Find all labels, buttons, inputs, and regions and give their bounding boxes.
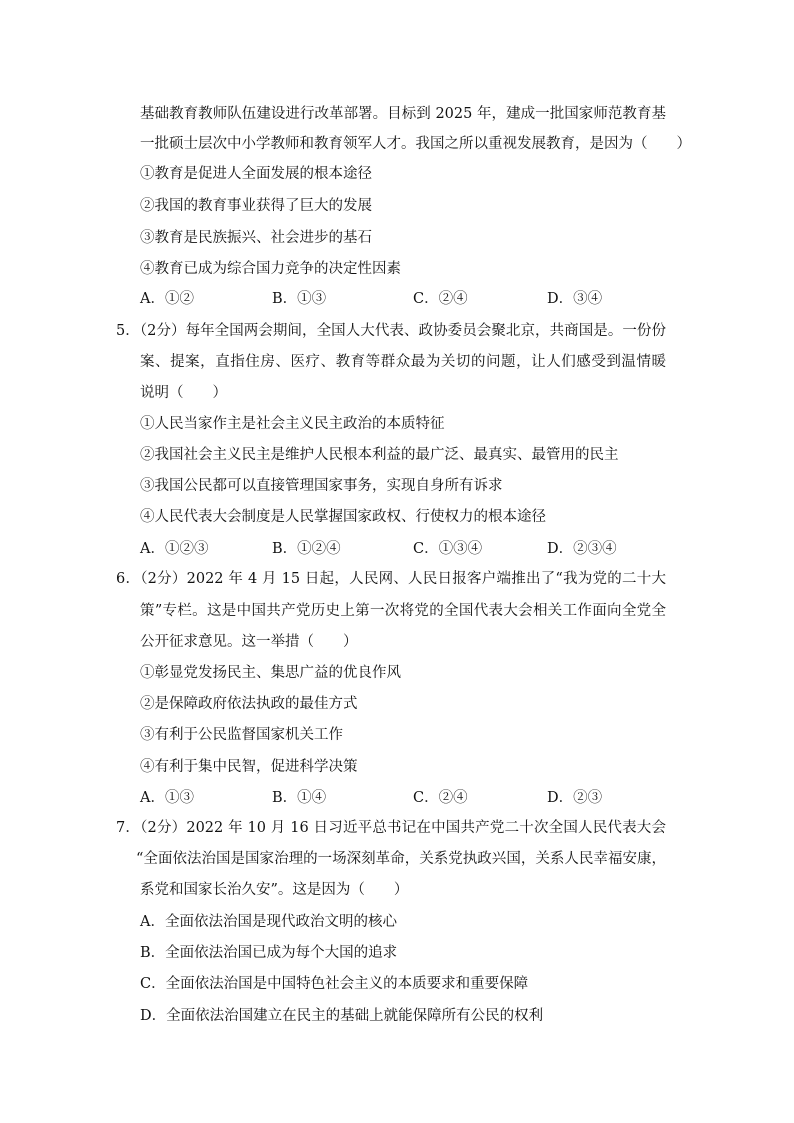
q7-choice-b[interactable]: B．全面依法治国已成为每个大国的追求 (140, 945, 398, 961)
q4-stem-line-1: 基础教育教师队伍建设进行改革部署。目标到 2025 年，建成一批国家师范教育基 (140, 106, 666, 122)
q5-option-2: ②我国社会主义民主是维护人民根本利益的最广泛、最真实、最管用的民主 (140, 447, 619, 463)
q4-option-3: ③教育是民族振兴、社会进步的基石 (140, 230, 372, 246)
q6-choice-a[interactable]: A．①③ (140, 790, 194, 806)
q4-option-2: ②我国的教育事业获得了巨大的发展 (140, 198, 372, 214)
q6-option-2: ②是保障政府依法执政的最佳方式 (140, 696, 358, 712)
q5-choice-b[interactable]: B．①②④ (272, 541, 341, 557)
q4-choice-d[interactable]: D．③④ (547, 291, 603, 307)
q7-choice-d[interactable]: D．全面依法治国建立在民主的基础上就能保障所有公民的权利 (140, 1008, 544, 1024)
q4-choice-c[interactable]: C．②④ (413, 291, 468, 307)
q7-choice-c[interactable]: C．全面依法治国是中国特色社会主义的本质要求和重要保障 (140, 976, 529, 992)
q5-choice-d[interactable]: D．②③④ (547, 541, 617, 557)
q4-choice-b[interactable]: B．①③ (272, 291, 327, 307)
q5-choice-c[interactable]: C．①③④ (413, 541, 483, 557)
q7-stem-line-1: 7．（2分）2022 年 10 月 16 日习近平总书记在中国共产党二十次全国人民代表大会 (116, 820, 666, 836)
q5-option-4: ④人民代表大会制度是人民掌握国家政权、行使权力的根本途径 (140, 509, 546, 525)
q5-stem-line-1: 5．（2分）每年全国两会期间，全国人大代表、政协委员会聚北京，共商国是。一份份 (116, 323, 666, 339)
q4-stem-line-2: 一批硕士层次中小学教师和教育领军人才。我国之所以重视发展教育，是因为（ ） (140, 136, 691, 152)
q5-choice-a[interactable]: A．①②③ (140, 541, 209, 557)
q6-option-4: ④有利于集中民智，促进科学决策 (140, 759, 358, 775)
q5-option-3: ③我国公民都可以直接管理国家事务，实现自身所有诉求 (140, 478, 503, 494)
q6-choice-b[interactable]: B．①④ (272, 790, 327, 806)
q6-stem-line-3: 公开征求意见。这一举措（ ） (140, 634, 358, 650)
q6-choice-d[interactable]: D．②③ (547, 790, 603, 806)
q6-choice-c[interactable]: C．②④ (413, 790, 468, 806)
q7-stem-line-2: “全面依法治国是国家治理的一场深刻革命，关系党执政兴国，关系人民幸福安康， (136, 851, 666, 867)
q4-choice-a[interactable]: A．①② (140, 291, 194, 307)
q6-option-3: ③有利于公民监督国家机关工作 (140, 727, 343, 743)
q7-choice-a[interactable]: A．全面依法治国是现代政治文明的核心 (140, 914, 397, 930)
q5-stem-line-3: 说明（ ） (140, 385, 227, 401)
q5-option-1: ①人民当家作主是社会主义民主政治的本质特征 (140, 416, 445, 432)
q4-option-1: ①教育是促进人全面发展的根本途径 (140, 166, 372, 182)
q5-stem-line-2: 案、提案，直指住房、医疗、教育等群众最为关切的问题，让人们感受到温情暖 (140, 354, 666, 370)
q4-option-4: ④教育已成为综合国力竞争的决定性因素 (140, 261, 401, 277)
q6-stem-line-2: 策”专栏。这是中国共产党历史上第一次将党的全国代表大会相关工作面向全党全 (140, 603, 666, 619)
q6-option-1: ①彰显党发扬民主、集思广益的优良作风 (140, 665, 401, 681)
q6-stem-line-1: 6．（2分）2022 年 4 月 15 日起，人民网、人民日报客户端推出了“我为党的二十大 (116, 571, 666, 587)
q7-stem-line-3: 系党和国家长治久安”。这是因为（ ） (140, 882, 409, 898)
